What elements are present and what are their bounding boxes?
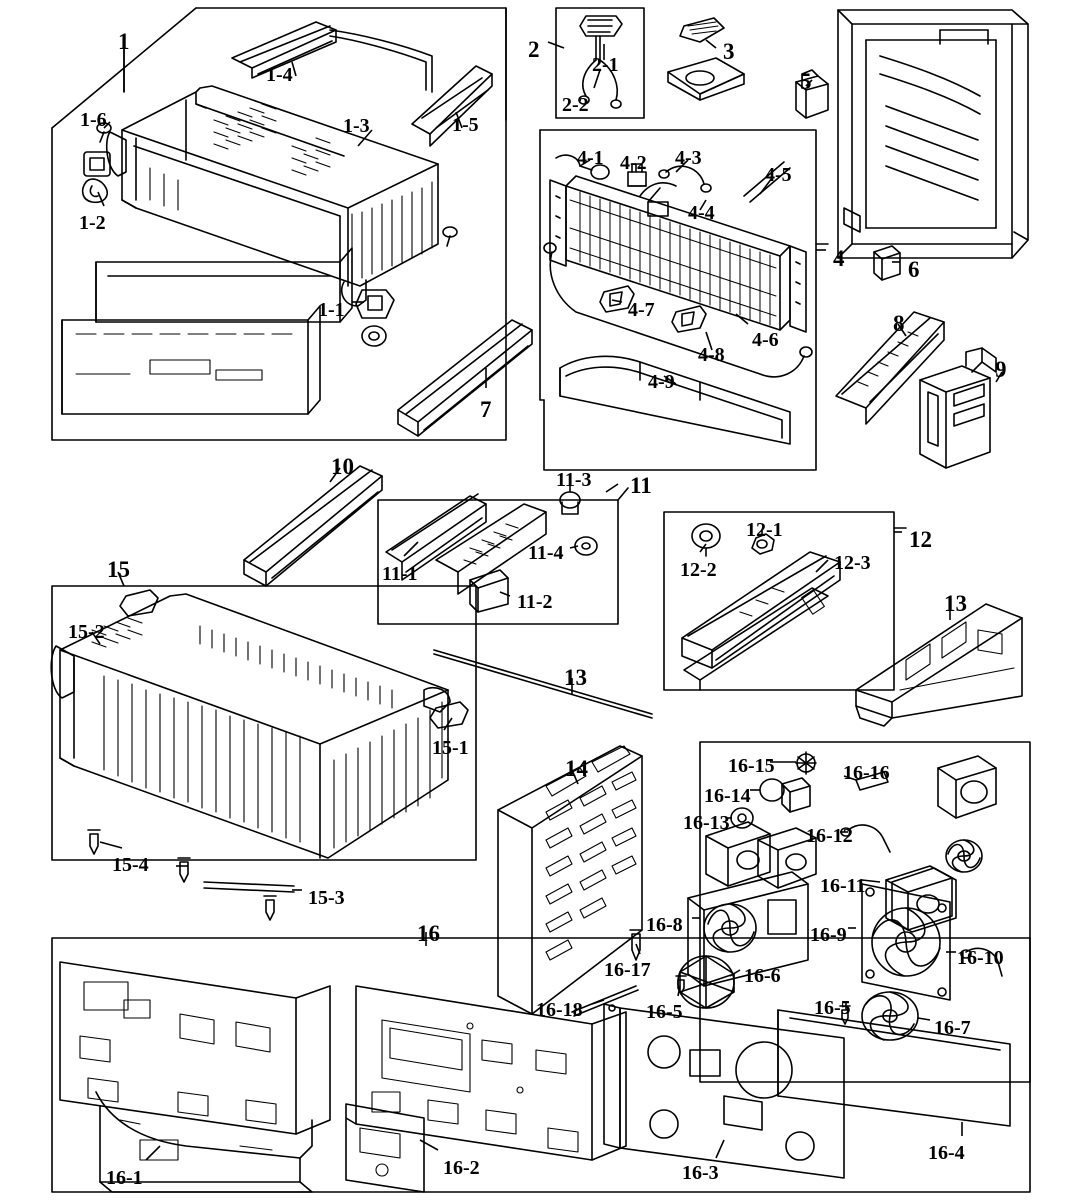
callout-16-17: 16‑17: [604, 959, 651, 981]
callout-1-1: 1‑1: [318, 299, 345, 321]
callout-13-right: 13: [944, 591, 967, 616]
callout-4-2: 4‑2: [620, 152, 647, 174]
callout-16-1: 16‑1: [106, 1167, 143, 1189]
callout-1: 1: [118, 29, 130, 54]
callout-11-1: 11‑1: [382, 563, 418, 585]
callout-16-14: 16‑14: [704, 785, 751, 807]
callout-1-6: 1‑6: [80, 109, 107, 131]
callout-16-15: 16‑15: [728, 755, 775, 777]
callout-1-4: 1‑4: [266, 64, 293, 86]
callout-6: 6: [908, 257, 920, 282]
callout-4-9: 4‑9: [648, 371, 675, 393]
callout-16-13: 16‑13: [683, 812, 730, 834]
callout-4-4: 4‑4: [688, 202, 715, 224]
callout-1-3: 1‑3: [343, 115, 370, 137]
callout-11-4: 11‑4: [528, 542, 564, 564]
callout-11: 11: [630, 473, 652, 498]
callout-4-5: 4‑5: [765, 164, 792, 186]
callout-12-1: 12‑1: [746, 519, 783, 541]
callout-4-8: 4‑8: [698, 344, 725, 366]
callout-16-3: 16‑3: [682, 1162, 719, 1184]
callout-2: 2: [528, 37, 540, 62]
callout-16-9: 16‑9: [810, 924, 847, 946]
callout-1-5: 1‑5: [452, 114, 479, 136]
callout-12-3: 12‑3: [834, 552, 871, 574]
callout-4-1: 4‑1: [577, 147, 604, 169]
callout-15-2: 15‑2: [68, 621, 105, 643]
callout-15: 15: [107, 557, 130, 582]
callout-15-4: 15‑4: [112, 854, 149, 876]
callout-16-18: 16‑18: [536, 999, 583, 1021]
callout-16-6: 16‑6: [744, 965, 781, 987]
callout-14: 14: [565, 756, 588, 781]
callout-4-6: 4‑6: [752, 329, 779, 351]
callout-3: 3: [723, 39, 735, 64]
callout-16-5-left: 16‑5: [646, 1001, 683, 1023]
callout-16-7: 16‑7: [934, 1017, 971, 1039]
callout-10: 10: [331, 454, 354, 479]
callout-4-7: 4‑7: [628, 299, 655, 321]
callout-15-1: 15‑1: [432, 737, 469, 759]
callout-4-3: 4‑3: [675, 147, 702, 169]
callout-16-8: 16‑8: [646, 914, 683, 936]
callout-2-1: 2‑1: [592, 54, 619, 76]
callout-16-11: 16‑11: [820, 875, 866, 897]
callout-16-5-right: 16‑5: [814, 997, 851, 1019]
callout-16-12: 16‑12: [806, 825, 853, 847]
callout-11-2: 11‑2: [517, 591, 553, 613]
callout-5: 5: [800, 69, 812, 94]
callout-1-2: 1‑2: [79, 212, 106, 234]
callout-11-3: 11‑3: [556, 469, 592, 491]
callout-7: 7: [480, 397, 492, 422]
callout-13-rod: 13: [564, 665, 587, 690]
callout-16-4: 16‑4: [928, 1142, 965, 1164]
callout-2-2: 2‑2: [562, 94, 589, 116]
callout-15-3: 15‑3: [308, 887, 345, 909]
callout-16-2: 16‑2: [443, 1157, 480, 1179]
callout-8: 8: [893, 311, 905, 336]
callout-16: 16: [417, 921, 440, 946]
callout-4: 4: [833, 246, 845, 271]
callout-12-2: 12‑2: [680, 559, 717, 581]
callout-12: 12: [909, 527, 932, 552]
callout-9: 9: [995, 357, 1007, 382]
callout-16-10: 16‑10: [957, 947, 1004, 969]
callout-16-16: 16‑16: [843, 762, 890, 784]
